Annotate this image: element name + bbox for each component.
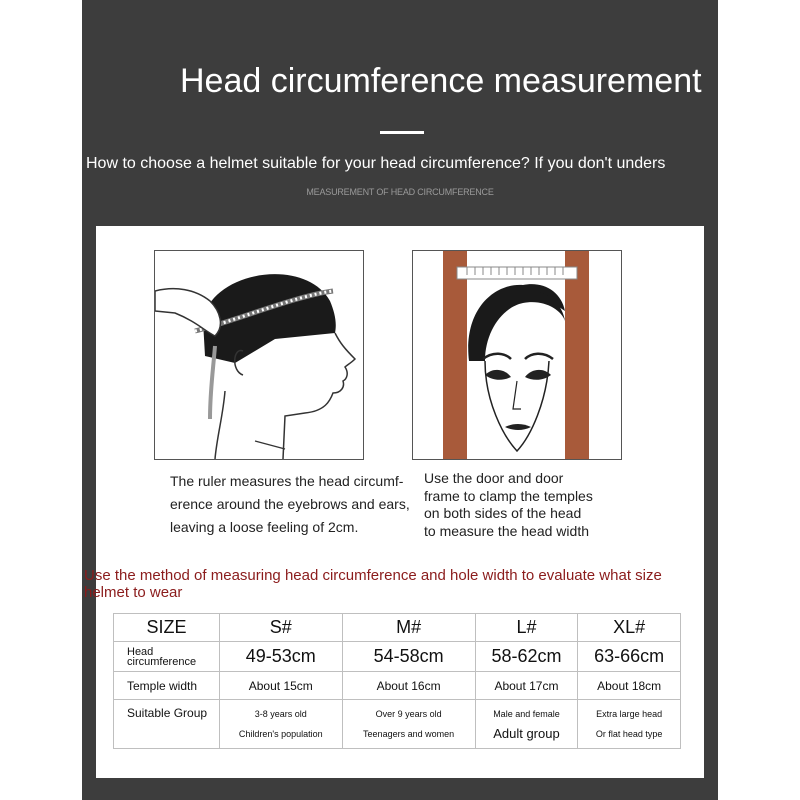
right-caption-line: on both sides of the head [424,505,582,521]
row-label-group: Suitable Group [114,700,220,749]
section-caption: MEASUREMENT OF HEAD CIRCUMFERENCE [306,187,494,197]
page-subtitle: How to choose a helmet suitable for your head circumference? If you don't unders [86,155,666,172]
group-bottom: Adult group [493,726,560,741]
table-cell: 49-53cm [220,642,343,672]
right-caption-line: Use the door and door [424,470,564,486]
group-top: Extra large head [596,709,663,719]
door-frame-illustration [412,250,622,460]
table-cell: About 17cm [475,672,578,700]
table-cell [475,700,578,749]
right-caption-line: frame to clamp the temples [424,487,593,504]
header-cell-xl: XL# [578,614,681,642]
header-cell-size: SIZE [114,614,220,642]
group-top: Over 9 years old [375,709,442,719]
group-top: Male and female [493,709,560,719]
table-cell [578,700,681,749]
table-cell: About 16cm [342,672,475,700]
table-cell: 63-66cm [578,642,681,672]
right-figure-caption [424,470,614,540]
group-top: 3-8 years old [254,709,307,719]
table-cell: About 15cm [220,672,343,700]
table-cell [220,700,343,749]
left-caption-line: leaving a loose feeling of 2cm. [170,519,359,535]
header-cell-m: M# [342,614,475,642]
table-cell: 54-58cm [342,642,475,672]
header-cell-s: S# [220,614,343,642]
left-figure-caption [170,470,420,539]
left-caption-line: The ruler measures the head circumf- [170,473,404,489]
table-row-group [114,700,681,749]
head-measure-illustration [154,250,364,460]
sizing-note: Use the method of measuring head circumference and hole width to evaluate what size helmet to wear [84,567,662,601]
table-row-temple [114,672,681,700]
row-label-circumference [114,642,220,672]
page-title: Head circumference measurement [180,62,702,100]
table-row-circumference [114,642,681,672]
right-caption-line: to measure the head width [424,522,589,539]
table-cell: 58-62cm [475,642,578,672]
group-bottom: Teenagers and women [363,729,455,739]
group-bottom: Or flat head type [595,729,663,739]
header-cell-l: L# [475,614,578,642]
left-caption-line: erence around the eyebrows and ears, [170,496,410,512]
size-chart-table [113,613,681,749]
table-cell: About 18cm [578,672,681,700]
group-bottom: Children's population [238,729,323,739]
table-header-row [114,614,681,642]
title-divider [380,131,424,134]
row-label-temple: Temple width [114,672,220,700]
table-cell [342,700,475,749]
circumference-label: Head circumference [127,645,197,668]
